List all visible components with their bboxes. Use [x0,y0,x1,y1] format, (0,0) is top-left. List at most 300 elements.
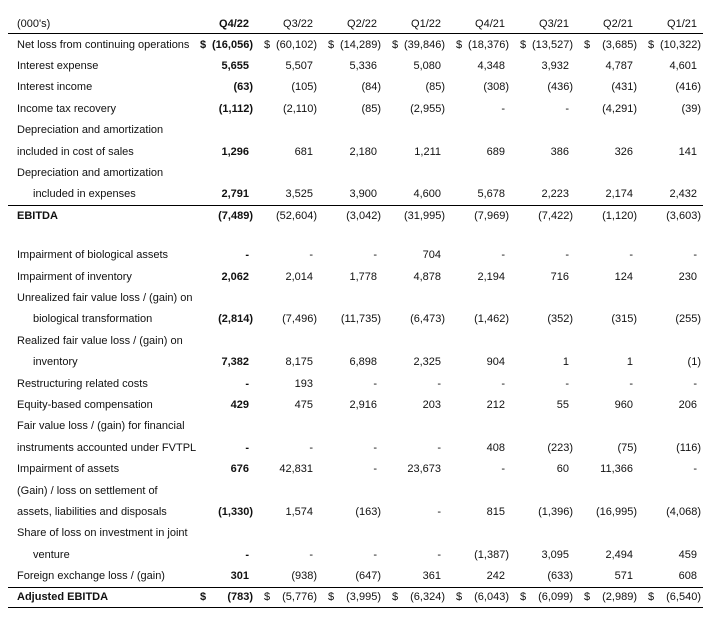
table-row [8,309,703,330]
cell-value: 2,432 [669,188,697,201]
cell-value: 7,382 [221,356,249,369]
cell-value: 4,787 [605,60,633,73]
value-cell [639,570,703,582]
cell-value: 408 [486,441,505,454]
value-cell [639,442,703,454]
value-cell [255,506,319,518]
table-row [8,480,703,501]
cell-value: (16,995) [596,505,637,518]
value-cell [383,591,447,603]
cell-value: (1,462) [474,313,509,326]
cell-value: 608 [678,570,697,583]
adjusted-ebitda-table [8,14,703,608]
table-row [8,34,703,55]
cell-value: (14,289) [340,38,381,51]
cell-value: 689 [486,145,505,158]
value-cell [255,188,319,200]
value-cell [383,146,447,158]
value-cell [191,399,255,411]
cell-value: (2,110) [282,102,317,115]
value-cell [255,399,319,411]
cell-value: (39) [681,102,701,115]
value-cell [447,210,511,222]
value-cell [383,399,447,411]
value-cell [319,463,383,475]
value-cell [639,39,703,51]
value-cell [575,442,639,454]
value-cell [447,60,511,72]
value-cell [511,60,575,72]
value-cell [319,60,383,72]
value-cell [383,103,447,115]
row-label: EBITDA [17,210,58,223]
value-cell [447,249,511,261]
cell-value: 4,878 [413,270,441,283]
value-cell [447,313,511,325]
value-cell [319,378,383,390]
value-cell [639,271,703,283]
cell-value: (31,995) [404,210,445,223]
value-cell [447,399,511,411]
value-cell [511,506,575,518]
cell-value: (116) [676,441,701,454]
cell-value: 2,791 [221,188,249,201]
table-row [8,245,703,266]
table-body [8,34,703,608]
table-row [8,373,703,394]
value-cell [447,39,511,51]
dollar-sign: $ [584,591,591,604]
table-row [8,394,703,415]
value-cell [511,399,575,411]
value-cell [447,442,511,454]
cell-value: 2,014 [285,270,313,283]
value-cell [255,249,319,261]
value-cell [447,378,511,390]
value-cell [511,591,575,603]
value-cell [575,146,639,158]
value-cell [511,463,575,475]
cell-value: (6,473) [410,313,445,326]
column-header: Q1/21 [667,17,697,30]
value-cell [575,81,639,93]
cell-value: 42,831 [279,463,313,476]
value-cell [255,463,319,475]
cell-value: 206 [678,398,697,411]
value-cell [319,249,383,261]
value-cell [575,188,639,200]
cell-value: 212 [486,398,505,411]
value-cell [191,356,255,368]
cell-value: (431) [611,81,637,94]
cell-value: (1,387) [474,548,509,561]
row-label: Restructuring related costs [17,377,148,390]
value-cell [511,249,575,261]
cell-value: (5,776) [282,591,317,604]
cell-value: (105) [291,81,317,94]
cell-value: 242 [486,570,505,583]
cell-value: - [437,505,441,518]
value-cell [639,60,703,72]
cell-value: (1,396) [538,505,573,518]
value-cell [383,549,447,561]
value-cell [191,81,255,93]
value-cell [639,378,703,390]
cell-value: - [373,249,377,262]
value-cell [511,378,575,390]
column-header: Q2/21 [603,17,633,30]
cell-value: (3,042) [346,210,381,223]
table-row [8,55,703,76]
column-header: Q3/22 [283,17,313,30]
table-row [8,120,703,141]
row-label: Interest expense [17,60,99,73]
value-cell [447,549,511,561]
value-cell [639,506,703,518]
cell-value: - [373,548,377,561]
cell-value: - [501,102,505,115]
cell-value: - [565,249,569,262]
value-cell [639,146,703,158]
value-cell [191,506,255,518]
cell-value: 141 [678,145,697,158]
row-label: Fair value loss / (gain) for financial [17,420,185,433]
cell-value: 3,095 [541,548,569,561]
row-label: Adjusted EBITDA [17,591,109,604]
cell-value: 704 [422,249,441,262]
value-cell [383,271,447,283]
dollar-sign: $ [264,38,271,51]
value-cell [639,103,703,115]
cell-value: (255) [675,313,701,326]
row-label: included in expenses [33,188,136,201]
table-row [8,416,703,437]
value-cell [319,591,383,603]
table-row [8,587,703,608]
value-cell [255,146,319,158]
value-cell [575,103,639,115]
value-cell [191,249,255,261]
value-cell [255,271,319,283]
cell-value: (63) [233,81,253,94]
cell-value: - [693,249,697,262]
value-cell [319,210,383,222]
cell-value: (7,496) [282,313,317,326]
cell-value: 6,898 [349,356,377,369]
value-cell [447,188,511,200]
cell-value: 5,678 [477,188,505,201]
cell-value: 2,325 [413,356,441,369]
cell-value: (3,603) [666,210,701,223]
unit-label: (000's) [17,17,51,30]
cell-value: (938) [291,570,317,583]
row-label: assets, liabilities and disposals [17,505,167,518]
cell-value: (1) [687,356,701,369]
row-label: Interest income [17,81,93,94]
cell-value: (7,969) [474,210,509,223]
value-cell [191,463,255,475]
value-cell [319,81,383,93]
row-label: venture [33,548,70,561]
cell-value: (84) [361,81,381,94]
cell-value: 1,778 [349,270,377,283]
value-cell [575,271,639,283]
value-cell [639,249,703,261]
value-cell [255,210,319,222]
value-cell [511,103,575,115]
value-cell [639,399,703,411]
value-cell [575,60,639,72]
cell-value: 1 [562,356,569,369]
cell-value: (7,489) [218,210,253,223]
value-cell [511,442,575,454]
column-header: Q2/22 [347,17,377,30]
cell-value: - [245,548,249,561]
table-row [8,205,703,226]
cell-value: (163) [355,505,381,518]
value-cell [255,570,319,582]
value-cell [639,81,703,93]
cell-value: 5,080 [413,60,441,73]
cell-value: 1,211 [414,145,441,158]
table-row [8,501,703,522]
table-row [8,458,703,479]
row-label: instruments accounted under FVTPL [17,441,197,454]
value-cell [319,570,383,582]
cell-value: - [501,463,505,476]
cell-value: 11,366 [600,463,633,476]
value-cell [191,442,255,454]
dollar-sign: $ [648,38,655,51]
row-label: Impairment of inventory [17,270,132,283]
cell-value: 459 [678,548,697,561]
cell-value: (416) [675,81,701,94]
value-cell [511,188,575,200]
cell-value: 361 [422,570,441,583]
value-cell [383,60,447,72]
cell-value: 2,194 [477,270,505,283]
cell-value: 55 [556,398,569,411]
dollar-sign: $ [648,591,655,604]
cell-value: 193 [294,377,313,390]
value-cell [255,378,319,390]
value-cell [319,39,383,51]
row-label: Depreciation and amortization [17,124,164,137]
cell-value: - [693,377,697,390]
value-cell [383,378,447,390]
cell-value: 60 [556,463,569,476]
cell-value: 475 [294,398,313,411]
value-cell [511,39,575,51]
value-cell [191,591,255,603]
cell-value: (60,102) [276,38,317,51]
value-cell [639,549,703,561]
cell-value: 571 [614,570,633,583]
cell-value: 2,062 [221,270,249,283]
cell-value: (10,322) [660,38,701,51]
value-cell [575,549,639,561]
row-label: Foreign exchange loss / (gain) [17,570,165,583]
value-cell [447,463,511,475]
row-label: included in cost of sales [17,145,134,158]
value-cell [575,506,639,518]
cell-value: - [245,249,249,262]
cell-value: 203 [422,398,441,411]
column-header: Q3/21 [539,17,569,30]
value-cell [191,188,255,200]
cell-value: - [245,441,249,454]
value-cell [639,210,703,222]
row-label: Net loss from continuing operations [17,38,190,51]
table-row [8,351,703,372]
cell-value: - [629,249,633,262]
value-cell [511,81,575,93]
value-cell [319,313,383,325]
dollar-sign: $ [584,38,591,51]
row-label: Income tax recovery [17,102,117,115]
cell-value: (308) [483,81,509,94]
value-cell [319,271,383,283]
cell-value: (4,291) [602,102,637,115]
value-cell [191,210,255,222]
row-label: Realized fair value loss / (gain) on [17,334,183,347]
value-cell [255,549,319,561]
cell-value: (3,995) [346,591,381,604]
value-cell [383,249,447,261]
cell-value: 5,655 [221,60,249,73]
cell-value: 1,296 [221,145,249,158]
value-cell [191,549,255,561]
value-cell [191,378,255,390]
dollar-sign: $ [392,591,399,604]
row-label: (Gain) / loss on settlement of [17,484,158,497]
cell-value: (18,376) [468,38,509,51]
cell-value: - [437,548,441,561]
dollar-sign: $ [264,591,271,604]
value-cell [639,463,703,475]
table-row [8,266,703,287]
value-cell [639,356,703,368]
value-cell [191,103,255,115]
value-cell [255,591,319,603]
cell-value: 23,673 [407,463,441,476]
cell-value: (6,540) [666,591,701,604]
column-header: Q4/22 [219,17,249,30]
cell-value: 676 [230,463,249,476]
cell-value: - [437,441,441,454]
value-cell [447,591,511,603]
dollar-sign: $ [328,38,335,51]
cell-value: (6,324) [410,591,445,604]
value-cell [575,591,639,603]
value-cell [383,313,447,325]
cell-value: (85) [361,102,381,115]
value-cell [191,271,255,283]
value-cell [575,356,639,368]
cell-value: 326 [614,145,633,158]
cell-value: 904 [486,356,505,369]
cell-value: - [373,441,377,454]
table-row [8,287,703,308]
value-cell [383,39,447,51]
value-cell [191,146,255,158]
table-header-row [8,14,703,34]
value-cell [639,313,703,325]
row-label: Impairment of assets [17,463,120,476]
cell-value: - [693,463,697,476]
table-row [8,544,703,565]
cell-value: - [309,441,313,454]
cell-value: 2,916 [349,398,377,411]
cell-value: (75) [617,441,637,454]
value-cell [511,356,575,368]
cell-value: - [565,102,569,115]
value-cell [383,570,447,582]
dollar-sign: $ [392,38,399,51]
cell-value: 4,348 [477,60,505,73]
cell-value: 960 [614,398,633,411]
cell-value: (2,955) [410,102,445,115]
row-label: inventory [33,356,78,369]
cell-value: - [565,377,569,390]
cell-value: - [501,249,505,262]
dollar-sign: $ [520,38,527,51]
cell-value: 230 [678,270,697,283]
cell-value: (633) [547,570,573,583]
cell-value: - [373,377,377,390]
value-cell [447,81,511,93]
value-cell [319,146,383,158]
table-row [8,98,703,119]
value-cell [447,356,511,368]
cell-value: 815 [486,505,505,518]
value-cell [575,570,639,582]
cell-value: - [437,377,441,390]
cell-value: 2,494 [605,548,633,561]
dollar-sign: $ [200,591,207,604]
cell-value: 2,180 [349,145,377,158]
cell-value: 1,574 [285,505,313,518]
cell-value: (783) [227,591,253,604]
cell-value: - [373,463,377,476]
cell-value: - [629,377,633,390]
cell-value: 3,525 [285,188,313,201]
value-cell [447,103,511,115]
cell-value: (39,846) [404,38,445,51]
value-cell [255,60,319,72]
cell-value: 386 [550,145,569,158]
value-cell [319,506,383,518]
value-cell [575,210,639,222]
cell-value: (223) [547,441,573,454]
row-label: Depreciation and amortization [17,167,164,180]
row-label: Equity-based compensation [17,398,153,411]
value-cell [255,103,319,115]
value-cell [319,549,383,561]
value-cell [383,81,447,93]
cell-value: (52,604) [276,210,317,223]
value-cell [191,39,255,51]
cell-value: (4,068) [666,505,701,518]
value-cell [319,356,383,368]
value-cell [255,81,319,93]
table-row [8,77,703,98]
table-row [8,141,703,162]
value-cell [383,210,447,222]
cell-value: (7,422) [538,210,573,223]
cell-value: (6,043) [474,591,509,604]
cell-value: 4,601 [669,60,697,73]
